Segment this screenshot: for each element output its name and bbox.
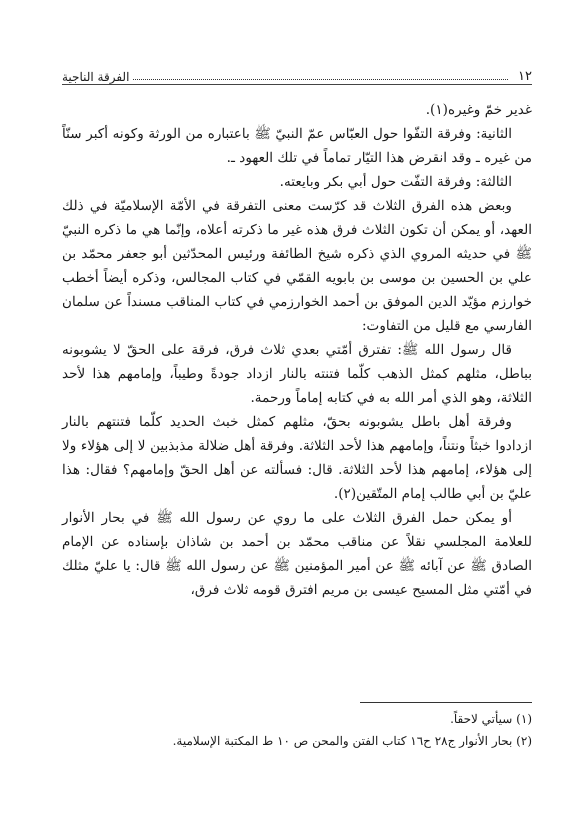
paragraph: الثانية: وفرقة التفّوا حول العبّاس عمّ النبيّ ﷺ باعتباره من الورثة وكونه أكبر سنّاً من غيره ـ وقد انقرض هذا التيّار تماماً في تلك العهود ـ. [62, 126, 532, 166]
paragraph: وفرقة أهل باطل يشوبونه بحقّ، مثلهم كمثل خبث الحديد كلّما فتنتهم بالنار ازدادوا خبثاً ونتناً، وإمامهم هذا لأحد الثلاثة. وفرقة أهل ضلالة مذبذبين لا إلى هؤلاء ولا إلى هؤلاء، إمامهم هذا لأحد الثلاثة. قال: فسألته عن أهل الحقّ وإمامهم؟ فقال: هذا عليّ بن أبي طالب إمام المتّقين(٢). [62, 414, 532, 502]
footnote: (١) سيأتي لاحقاً. [450, 712, 532, 726]
paragraph: غدير خمّ وغيره(١). [425, 102, 532, 118]
footnote: (٢) بحار الأنوار ج٢٨ ح١٦ كتاب الفتن والمحن ص ١٠ ط المكتبة الإسلامية. [172, 734, 532, 748]
footnote-divider [360, 702, 532, 703]
header-divider [62, 84, 532, 85]
paragraph: أو يمكن حمل الفرق الثلاث على ما روي عن رسول الله ﷺ في بحار الأنوار للعلامة المجلسي نقلاً عن مناقب محمّد بن أحمد بن شاذان بإسناده عن الإمام الصادق ﷺ عن آبائه ﷺ عن أمير المؤمنين ﷺ عن رسول الله ﷺ قال: يا عليّ مثلك في أمّتي مثل المسيح عيسى بن مريم افترق قومه ثلاث فرق، [62, 510, 532, 598]
header-dot-leader [133, 79, 508, 80]
paragraph: وبعض هذه الفرق الثلاث قد كرّست معنى التفرقة في الأمّة الإسلاميّة في ذلك العهد، أو يمكن أن تكون الثلاث فرق هذه غير ما ذكرته أعلاه، وإنّما هي ما ذكره النبيّ ﷺ في حديثه المروي الذي ذكره شيخ الطائفة ورئيس المحدّثين أبو جعفر محمّد بن علي بن الحسين بن موسى بن بابويه القمّي في كتاب المجالس، وذكره أيضاً أخطب خوارزم مؤيّد الدين الموفق بن أحمد الخوارزمي في كتاب المناقب مسنداً عن سلمان الفارسي مع قليل من التفاوت: [62, 198, 532, 334]
paragraph: الثالثة: وفرقة التفّت حول أبي بكر وبايعته. [279, 174, 512, 190]
paragraph: قال رسول الله ﷺ: تفترق أمّتي بعدي ثلاث فرق، فرقة على الحقّ لا يشوبونه بباطل، مثلهم كمثل الذهب كلّما فتنته بالنار ازداد جودةً وطيباً، وإمامهم هذا لأحد الثلاثة، وهو الذي أمر الله به في كتابه إماماً ورحمة. [62, 342, 532, 406]
running-title: الفرقة الناجية [62, 70, 130, 84]
running-header [62, 60, 532, 84]
footnotes [62, 708, 532, 752]
page-number: ١٢ [518, 69, 532, 84]
main-text [62, 98, 532, 602]
